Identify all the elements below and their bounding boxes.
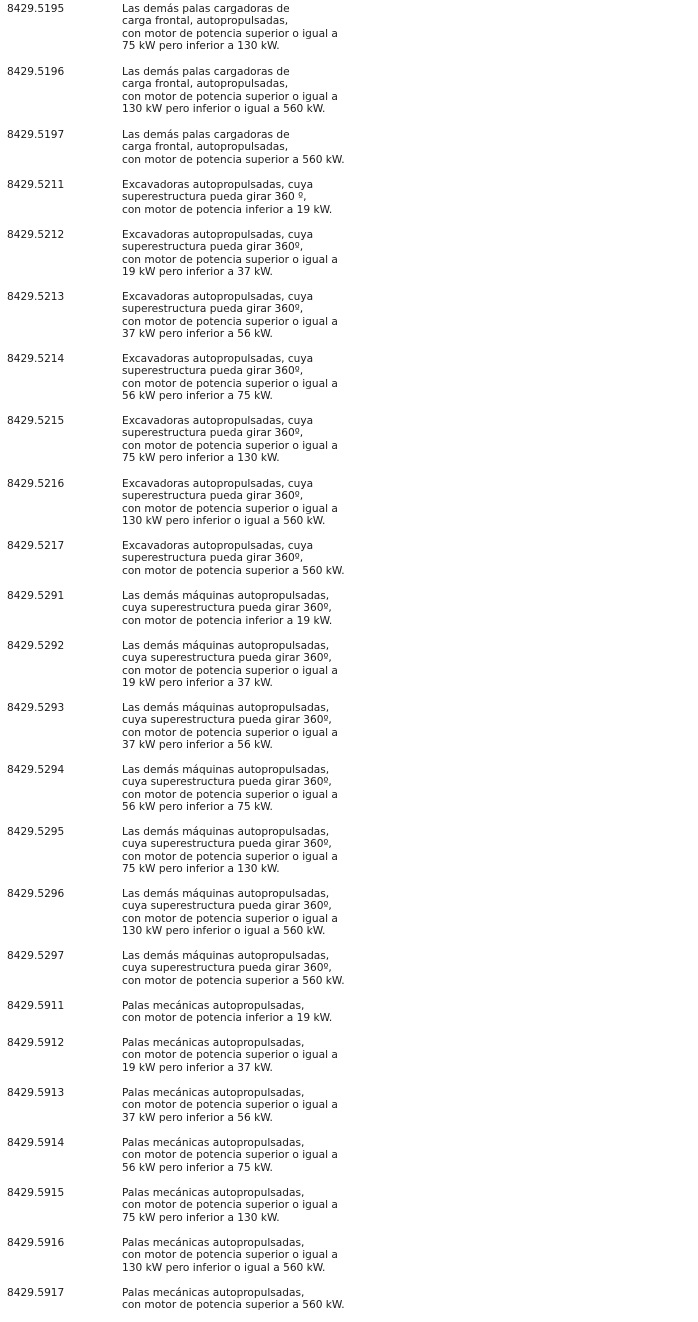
description-line: cuya superestructura pueda girar 360º,: [122, 962, 332, 975]
description-line: 75 kW pero inferior a 130 kW.: [122, 863, 280, 876]
tariff-description: [122, 702, 682, 752]
description-line: con motor de potencia superior o igual a: [122, 788, 338, 801]
description-line: con motor de potencia superior a 560 kW.: [122, 153, 345, 166]
description-line: superestructura pueda girar 360º,: [122, 365, 304, 378]
description-line: con motor de potencia superior o igual a: [122, 315, 338, 328]
tariff-description: [122, 640, 682, 690]
description-line: Las demás máquinas autopropulsadas,: [122, 590, 330, 602]
description-line: Palas mecánicas autopropulsadas,: [122, 1237, 305, 1249]
tariff-description: [122, 826, 682, 876]
tariff-code: 8429.5213: [7, 291, 65, 303]
description-line: 37 kW pero inferior a 56 kW.: [122, 739, 273, 752]
description-line: superestructura pueda girar 360º,: [122, 427, 304, 440]
description-line: 75 kW pero inferior a 130 kW.: [122, 1211, 280, 1224]
description-line: 56 kW pero inferior a 75 kW.: [122, 801, 273, 814]
description-line: Palas mecánicas autopropulsadas,: [122, 1187, 305, 1199]
description-line: carga frontal, autopropulsadas,: [122, 15, 289, 28]
description-line: carga frontal, autopropulsadas,: [122, 141, 289, 154]
description-line: superestructura pueda girar 360º,: [122, 552, 304, 565]
tariff-code: 8429.5294: [7, 764, 65, 776]
description-line: cuya superestructura pueda girar 360º,: [122, 714, 332, 727]
tariff-code: 8429.5292: [7, 640, 65, 652]
description-line: Las demás palas cargadoras de: [122, 66, 290, 78]
description-line: cuya superestructura pueda girar 360º,: [122, 838, 332, 851]
description-line: Palas mecánicas autopropulsadas,: [122, 1087, 305, 1099]
description-line: con motor de potencia superior o igual a: [122, 439, 338, 452]
description-line: 19 kW pero inferior a 37 kW.: [122, 1061, 273, 1074]
tariff-description: [122, 3, 682, 53]
description-line: superestructura pueda girar 360º,: [122, 303, 304, 316]
description-line: cuya superestructura pueda girar 360º,: [122, 602, 332, 615]
tariff-code: 8429.5216: [7, 478, 65, 490]
tariff-code: 8429.5297: [7, 950, 65, 962]
description-line: cuya superestructura pueda girar 360º,: [122, 900, 332, 913]
description-line: con motor de potencia superior o igual a: [122, 1149, 338, 1162]
description-line: con motor de potencia inferior a 19 kW.: [122, 203, 333, 216]
tariff-code: 8429.5914: [7, 1137, 65, 1149]
description-line: con motor de potencia superior o igual a: [122, 27, 338, 40]
description-line: con motor de potencia superior o igual a: [122, 1249, 338, 1262]
description-line: Las demás máquinas autopropulsadas,: [122, 888, 330, 900]
tariff-code: 8429.5295: [7, 826, 65, 838]
tariff-code: 8429.5911: [7, 1000, 65, 1012]
tariff-code: 8429.5212: [7, 229, 65, 241]
description-line: Las demás palas cargadoras de: [122, 129, 290, 141]
tariff-description: [122, 291, 682, 341]
tariff-description: [122, 66, 682, 116]
description-line: Las demás palas cargadoras de: [122, 3, 290, 15]
description-line: superestructura pueda girar 360º,: [122, 241, 304, 254]
description-line: con motor de potencia superior o igual a: [122, 726, 338, 739]
description-line: Las demás máquinas autopropulsadas,: [122, 764, 330, 776]
description-line: carga frontal, autopropulsadas,: [122, 78, 289, 91]
description-line: con motor de potencia inferior a 19 kW.: [122, 1012, 333, 1025]
description-line: Las demás máquinas autopropulsadas,: [122, 950, 330, 962]
description-line: con motor de potencia superior a 560 kW.: [122, 1299, 345, 1312]
description-line: Palas mecánicas autopropulsadas,: [122, 1000, 305, 1012]
tariff-description: [122, 888, 682, 938]
description-line: 19 kW pero inferior a 37 kW.: [122, 677, 273, 690]
description-line: con motor de potencia superior o igual a: [122, 664, 338, 677]
tariff-code: 8429.5293: [7, 702, 65, 714]
description-line: con motor de potencia superior o igual a: [122, 253, 338, 266]
tariff-code: 8429.5913: [7, 1087, 65, 1099]
description-line: Excavadoras autopropulsadas, cuya: [122, 291, 314, 303]
tariff-description: [122, 1000, 682, 1025]
description-line: Excavadoras autopropulsadas, cuya: [122, 353, 314, 365]
tariff-description: [122, 1187, 682, 1224]
description-line: con motor de potencia superior o igual a: [122, 850, 338, 863]
description-line: con motor de potencia superior o igual a: [122, 90, 338, 103]
description-line: con motor de potencia superior o igual a: [122, 502, 338, 515]
description-line: Palas mecánicas autopropulsadas,: [122, 1137, 305, 1149]
description-line: con motor de potencia superior o igual a: [122, 377, 338, 390]
description-line: con motor de potencia superior o igual a: [122, 1049, 338, 1062]
tariff-description: [122, 129, 682, 166]
description-line: con motor de potencia superior o igual a: [122, 1099, 338, 1112]
description-line: con motor de potencia superior a 560 kW.: [122, 974, 345, 987]
description-line: con motor de potencia inferior a 19 kW.: [122, 614, 333, 627]
description-line: superestructura pueda girar 360º,: [122, 490, 304, 503]
tariff-code: 8429.5916: [7, 1237, 65, 1249]
tariff-description: [122, 179, 682, 216]
tariff-code: 8429.5917: [7, 1287, 65, 1299]
tariff-description: [122, 764, 682, 814]
description-line: 75 kW pero inferior a 130 kW.: [122, 452, 280, 465]
description-line: cuya superestructura pueda girar 360º,: [122, 776, 332, 789]
description-line: Las demás máquinas autopropulsadas,: [122, 640, 330, 652]
tariff-code: 8429.5211: [7, 179, 65, 191]
tariff-code: 8429.5291: [7, 590, 65, 602]
tariff-description: [122, 1137, 682, 1174]
tariff-code: 8429.5215: [7, 415, 65, 427]
description-line: 130 kW pero inferior o igual a 560 kW.: [122, 515, 326, 528]
tariff-code: 8429.5195: [7, 3, 65, 15]
description-line: 56 kW pero inferior a 75 kW.: [122, 390, 273, 403]
description-line: Excavadoras autopropulsadas, cuya: [122, 478, 314, 490]
tariff-description: [122, 1237, 682, 1274]
description-line: Palas mecánicas autopropulsadas,: [122, 1037, 305, 1049]
tariff-code: 8429.5196: [7, 66, 65, 78]
description-line: Excavadoras autopropulsadas, cuya: [122, 229, 314, 241]
description-line: cuya superestructura pueda girar 360º,: [122, 652, 332, 665]
tariff-description: [122, 1287, 682, 1312]
description-line: 37 kW pero inferior a 56 kW.: [122, 1111, 273, 1124]
description-line: Las demás máquinas autopropulsadas,: [122, 702, 330, 714]
description-line: 19 kW pero inferior a 37 kW.: [122, 266, 273, 279]
description-line: con motor de potencia superior o igual a: [122, 912, 338, 925]
tariff-description: [122, 950, 682, 987]
description-line: Las demás máquinas autopropulsadas,: [122, 826, 330, 838]
description-line: 130 kW pero inferior o igual a 560 kW.: [122, 925, 326, 938]
description-line: con motor de potencia superior o igual a: [122, 1199, 338, 1212]
tariff-code: 8429.5197: [7, 129, 65, 141]
tariff-description: [122, 229, 682, 279]
tariff-description: [122, 1037, 682, 1074]
description-line: Palas mecánicas autopropulsadas,: [122, 1287, 305, 1299]
description-line: Excavadoras autopropulsadas, cuya: [122, 179, 314, 191]
description-line: Excavadoras autopropulsadas, cuya: [122, 415, 314, 427]
description-line: 130 kW pero inferior o igual a 560 kW.: [122, 103, 326, 116]
description-line: con motor de potencia superior a 560 kW.: [122, 564, 345, 577]
tariff-code: 8429.5217: [7, 540, 65, 552]
description-line: 130 kW pero inferior o igual a 560 kW.: [122, 1261, 326, 1274]
tariff-code: 8429.5296: [7, 888, 65, 900]
description-line: 75 kW pero inferior a 130 kW.: [122, 40, 280, 53]
description-line: 37 kW pero inferior a 56 kW.: [122, 328, 273, 341]
tariff-description: [122, 1087, 682, 1124]
tariff-code: 8429.5214: [7, 353, 65, 365]
tariff-description: [122, 353, 682, 403]
tariff-description: [122, 478, 682, 528]
tariff-description: [122, 540, 682, 577]
description-line: Excavadoras autopropulsadas, cuya: [122, 540, 314, 552]
tariff-description: [122, 415, 682, 465]
tariff-description: [122, 590, 682, 627]
tariff-code: 8429.5915: [7, 1187, 65, 1199]
description-line: superestructura pueda girar 360 º,: [122, 191, 307, 204]
description-line: 56 kW pero inferior a 75 kW.: [122, 1161, 273, 1174]
tariff-code: 8429.5912: [7, 1037, 65, 1049]
